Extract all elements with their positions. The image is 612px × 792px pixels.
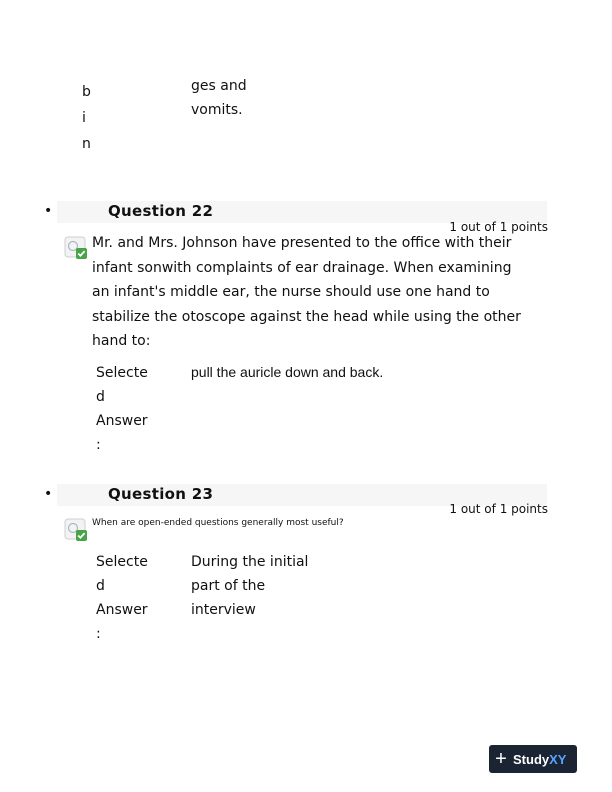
answer-label: d (96, 389, 105, 405)
fragment-letter: i (82, 110, 86, 126)
answer-label: Answer (96, 413, 148, 429)
question-text: Mr. and Mrs. Johnson have presented to the office with their infant sonwith complaints of ear drainage. When examining an infant's middle ear, the nurse should use one hand to stabilize the otoscope against the head while using the other hand to: (92, 235, 521, 349)
logo-text-xy: XY (549, 751, 567, 767)
plus-icon: + (495, 748, 507, 770)
question-points: 1 out of 1 points (449, 220, 548, 234)
question-points: 1 out of 1 points (449, 502, 548, 516)
question-title: Question 23 (108, 485, 214, 503)
bullet: • (44, 203, 53, 219)
selected-answer-line: interview (191, 602, 256, 618)
logo-text-study: Study (513, 751, 550, 767)
answer-label: : (96, 626, 101, 642)
answer-label: Selecte (96, 554, 148, 570)
question-text: When are open-ended questions generally most useful? (92, 518, 344, 528)
fragment-line: vomits. (191, 102, 243, 118)
selected-answer-line: During the initial (191, 554, 309, 570)
fragment-line: ges and (191, 78, 247, 94)
fragment-letter: n (82, 136, 91, 152)
question-title: Question 22 (108, 202, 214, 220)
correct-check-icon (64, 518, 88, 542)
answer-label: d (96, 578, 105, 594)
answer-label: Answer (96, 602, 148, 618)
studyxy-logo (489, 745, 577, 773)
answer-label: : (96, 437, 101, 453)
bullet: • (44, 486, 53, 502)
correct-check-icon (64, 236, 88, 260)
selected-answer-line: part of the (191, 578, 266, 594)
answer-label: Selecte (96, 365, 148, 381)
fragment-letter: b (82, 84, 91, 100)
selected-answer: pull the auricle down and back. (191, 364, 384, 380)
